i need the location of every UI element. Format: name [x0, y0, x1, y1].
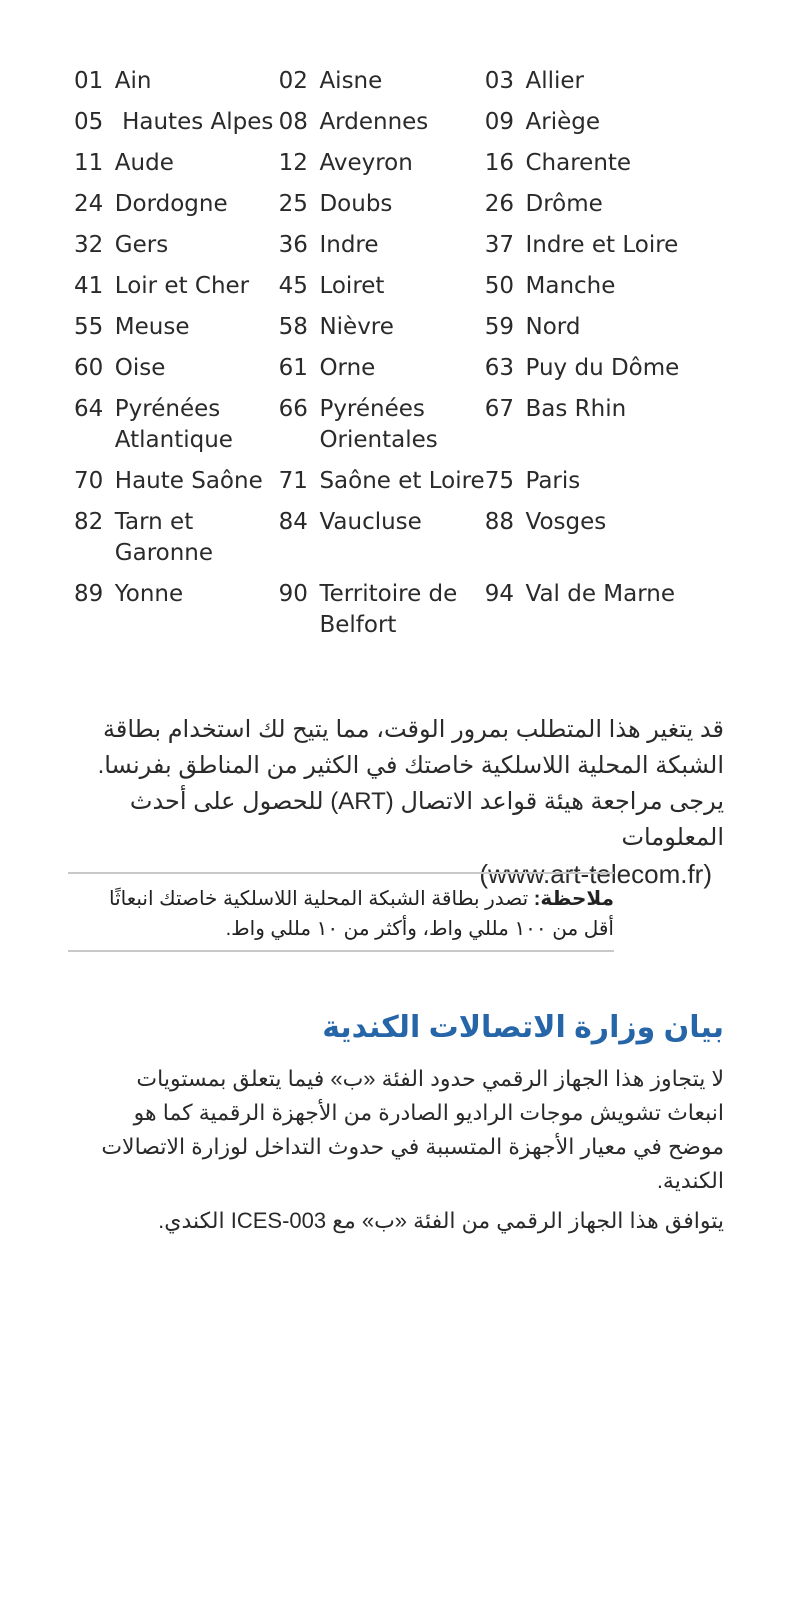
dept-name: Loir et Cher [114, 273, 250, 299]
note-body: تصدر بطاقة الشبكة المحلية اللاسلكية خاصتك انبعاثًا أقل من ١٠٠ مللي واط، وأكثر من ١٠ مللي واط. [108, 888, 614, 940]
dept-code: 50 [484, 273, 514, 299]
dept-code: 84 [278, 509, 308, 535]
dept-code: 05 [74, 109, 104, 135]
dept-code: 82 [74, 509, 104, 535]
dept-code: 70 [74, 468, 104, 494]
dept-name: Ain [114, 68, 152, 94]
dept-code: 63 [484, 355, 514, 381]
dept-name: Doubs [319, 191, 393, 217]
dept-name: Orne [319, 355, 376, 381]
dept-code: 66 [278, 396, 308, 422]
dept-name: Nièvre [319, 314, 394, 340]
dept-code: 67 [484, 396, 514, 422]
dept-name: Vaucluse [319, 509, 422, 535]
dept-code: 55 [74, 314, 104, 340]
dept-name: Aude [114, 150, 174, 176]
art-url: (www.art-telecom.fr) [479, 859, 712, 889]
note-box [68, 872, 614, 952]
dept-code: 58 [278, 314, 308, 340]
dept-name: Nord [525, 314, 581, 340]
table-row [74, 312, 714, 353]
dept-name: Allier [525, 68, 585, 94]
dept-code: 09 [484, 109, 514, 135]
department-table [74, 66, 714, 651]
dept-code: 89 [74, 581, 104, 607]
dept-code: 94 [484, 581, 514, 607]
dept-name: Yonne [114, 581, 184, 607]
dept-name: Manche [525, 273, 616, 299]
dept-code: 59 [484, 314, 514, 340]
dept-name: Val de Marne [525, 581, 676, 607]
canada-statement [100, 1062, 724, 1244]
canada-paragraph: يتوافق هذا الجهاز الرقمي من الفئة «ب» مع ICES-003 الكندي. [158, 1208, 724, 1233]
dept-code: 41 [74, 273, 104, 299]
dept-name: Aisne [319, 68, 383, 94]
dept-name: Territoire de Belfort [319, 581, 458, 638]
dept-name: Hautes Alpes [114, 109, 274, 135]
table-row [74, 271, 714, 312]
table-row [74, 148, 714, 189]
dept-name: Puy du Dôme [525, 355, 680, 381]
dept-name: Indre et Loire [525, 232, 679, 258]
dept-code: 32 [74, 232, 104, 258]
dept-code: 08 [278, 109, 308, 135]
dept-code: 12 [278, 150, 308, 176]
table-row [74, 189, 714, 230]
dept-code: 64 [74, 396, 104, 422]
dept-code: 25 [278, 191, 308, 217]
dept-name: Loiret [319, 273, 385, 299]
table-row [74, 107, 714, 148]
dept-code: 71 [278, 468, 308, 494]
note-label: ملاحظة: [533, 888, 614, 910]
dept-code: 90 [278, 581, 308, 607]
dept-name: Vosges [525, 509, 607, 535]
dept-name: Indre [319, 232, 379, 258]
dept-name: Aveyron [319, 150, 413, 176]
dept-name: Paris [525, 468, 581, 494]
table-row [74, 353, 714, 394]
dept-code: 75 [484, 468, 514, 494]
dept-code: 61 [278, 355, 308, 381]
table-row [74, 66, 714, 107]
dept-name: Oise [114, 355, 166, 381]
dept-code: 60 [74, 355, 104, 381]
dept-name: Bas Rhin [525, 396, 627, 422]
dept-code: 11 [74, 150, 104, 176]
section-heading: بيان وزارة الاتصالات الكندية [322, 1011, 724, 1044]
table-row [74, 394, 714, 466]
dept-code: 36 [278, 232, 308, 258]
dept-code: 02 [278, 68, 308, 94]
table-row [74, 230, 714, 271]
dept-code: 37 [484, 232, 514, 258]
dept-name: Dordogne [114, 191, 228, 217]
dept-code: 01 [74, 68, 104, 94]
dept-code: 26 [484, 191, 514, 217]
dept-name: Pyrénées Orientales [319, 396, 438, 453]
table-row [74, 466, 714, 507]
art-notice-text: قد يتغير هذا المتطلب بمرور الوقت، مما يتيح لك استخدام بطاقة الشبكة المحلية اللاسلكية خاصتك في الكثير من المناطق بفرنسا. يرجى مراجعة هيئة قواعد الاتصال (ART) للحصول على أحدث المعلومات [97, 716, 724, 851]
dept-name: Saône et Loire [319, 468, 485, 494]
dept-code: 88 [484, 509, 514, 535]
dept-name: Ardennes [319, 109, 429, 135]
dept-name: Ariège [525, 109, 600, 135]
art-notice [70, 712, 724, 892]
dept-code: 24 [74, 191, 104, 217]
note-text [84, 884, 614, 944]
dept-name: Pyrénées Atlantique [114, 396, 233, 453]
dept-name: Haute Saône [114, 468, 263, 494]
table-row [74, 507, 714, 579]
canada-paragraph: لا يتجاوز هذا الجهاز الرقمي حدود الفئة «ب» فيما يتعلق بمستويات انبعاث تشويش موجات الراديو الصادرة من الأجهزة الرقمية كما هو موضح في معيار الأجهزة المتسببة في حدوث التداخل لوزارة الاتصالات الكندية. [101, 1066, 724, 1193]
dept-code: 16 [484, 150, 514, 176]
dept-name: Drôme [525, 191, 603, 217]
dept-name: Gers [114, 232, 169, 258]
table-row [74, 579, 714, 651]
dept-name: Charente [525, 150, 632, 176]
dept-code: 03 [484, 68, 514, 94]
dept-name: Meuse [114, 314, 190, 340]
dept-code: 45 [278, 273, 308, 299]
dept-name: Tarn et Garonne [114, 509, 214, 566]
